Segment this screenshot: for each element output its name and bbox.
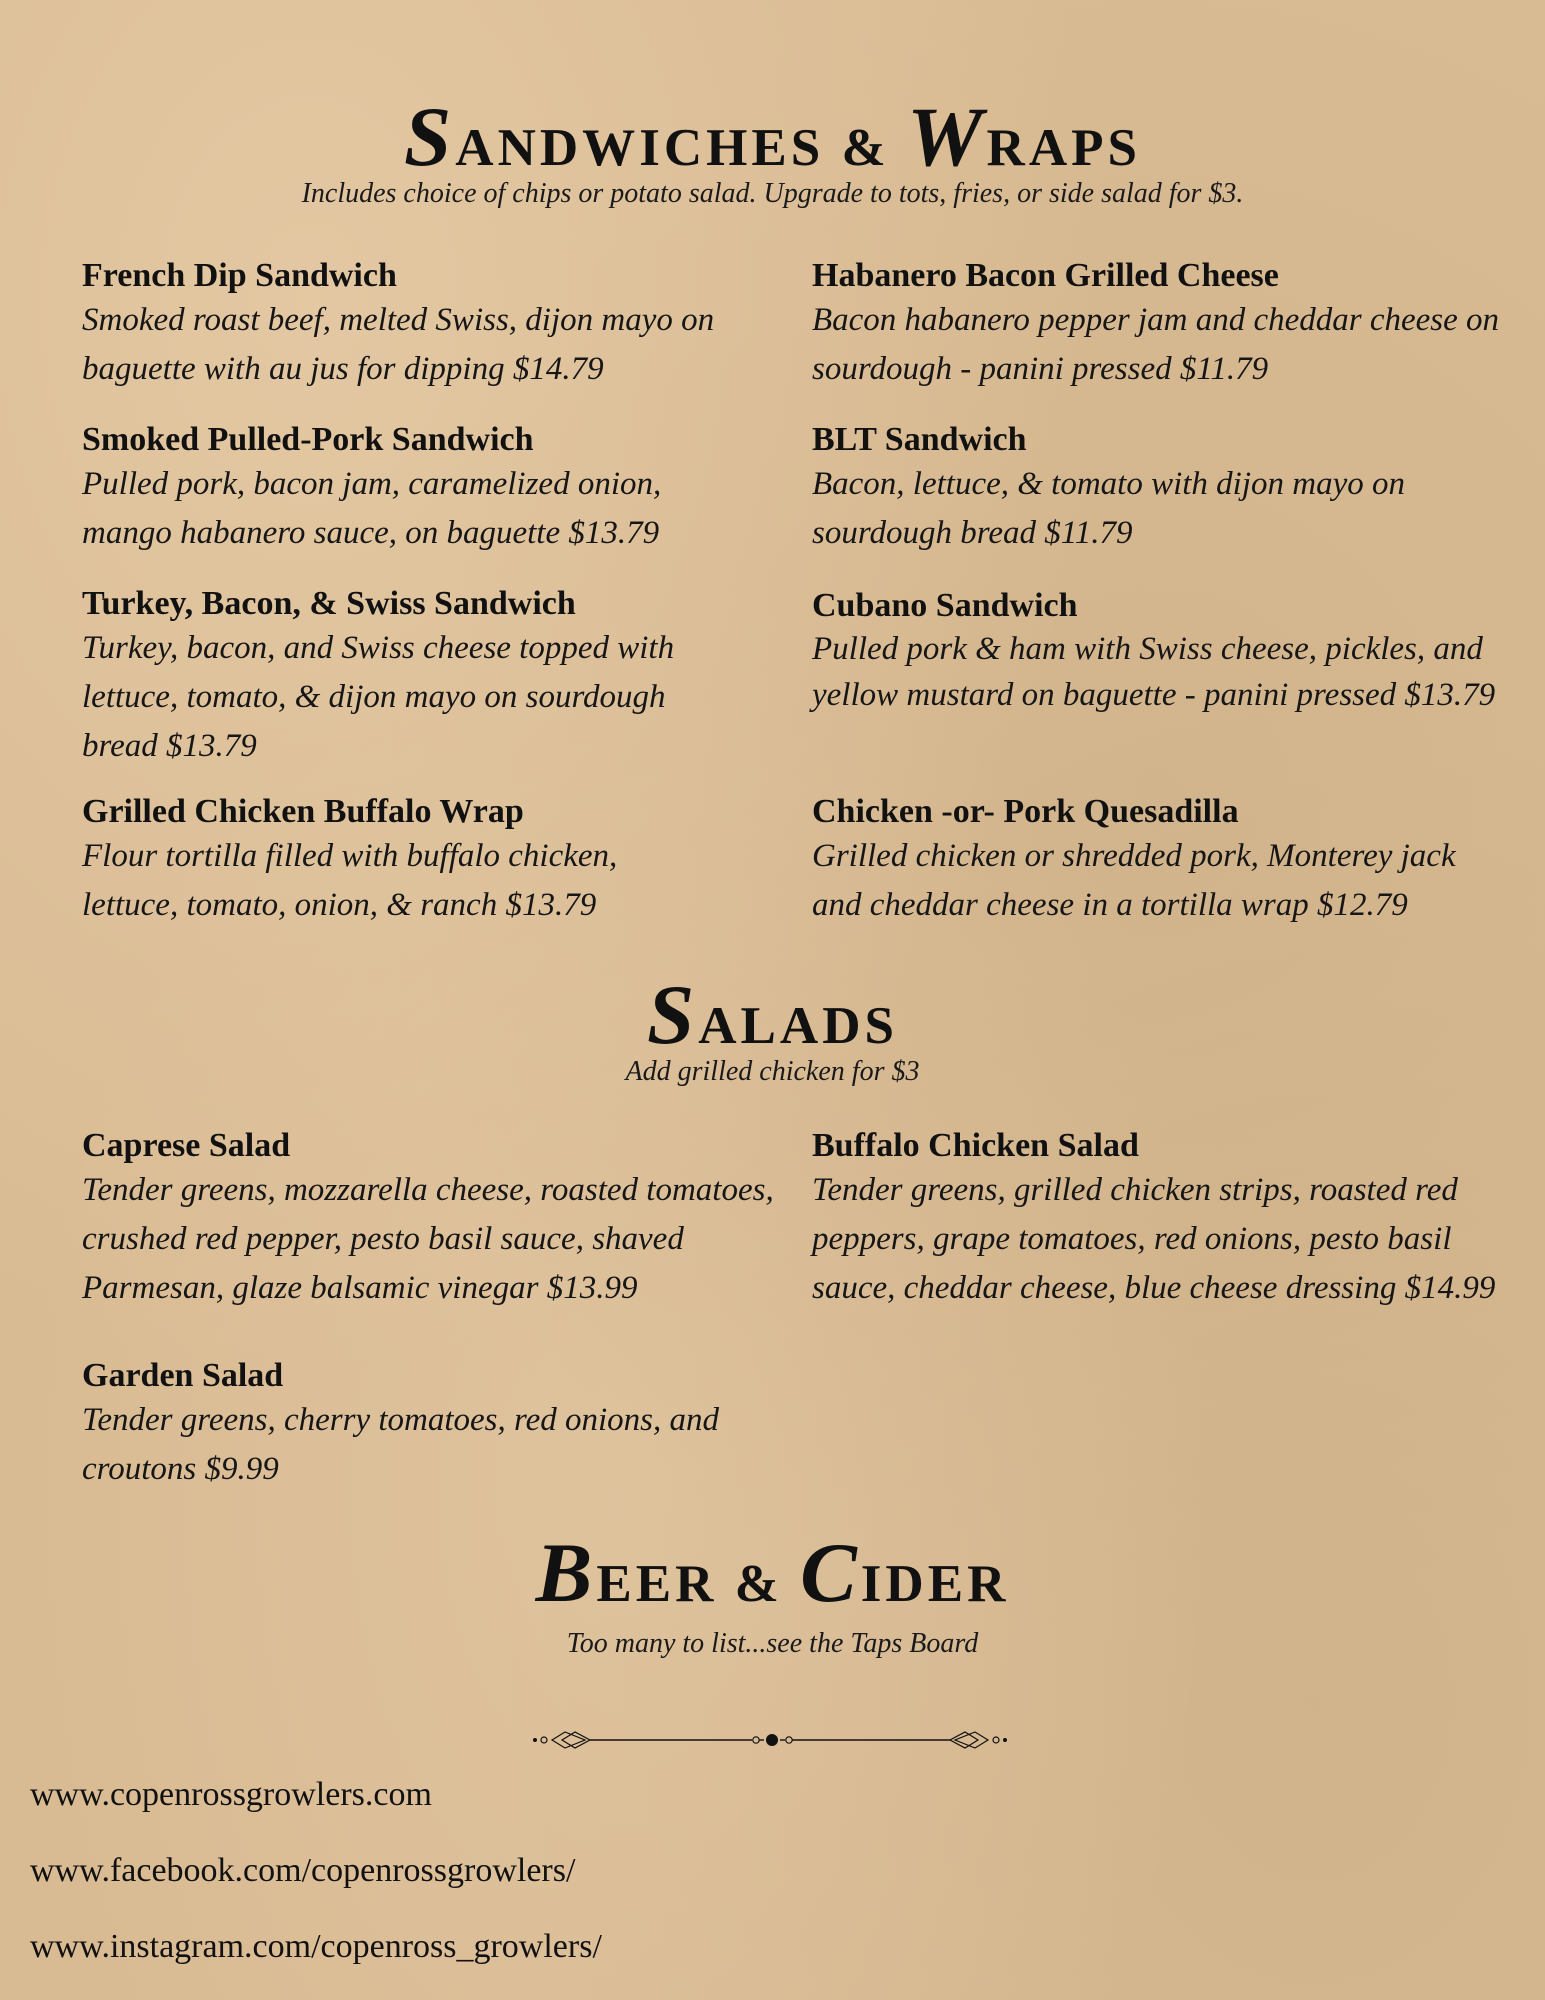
menu-item	[812, 792, 1512, 930]
item-description: Smoked roast beef, melted Swiss, dijon mayo on baguette with au jus for dipping $14.79	[82, 302, 715, 387]
item-description: Tender greens, mozzarella cheese, roasted tomatoes, crushed red pepper, pesto basil sauce, shaved Parmesan, glaze balsamic vinegar $13.99	[82, 1172, 774, 1306]
menu-item	[812, 1126, 1512, 1313]
heading-text: EER &	[596, 1555, 801, 1613]
item-description: Flour tortilla filled with buffalo chicken, lettuce, tomato, onion, & ranch $13.79	[82, 838, 618, 923]
salads-heading	[0, 966, 1545, 1064]
instagram-link[interactable]: www.instagram.com/copenross_growlers/	[30, 1928, 602, 1965]
item-description: Turkey, bacon, and Swiss cheese topped with lettuce, tomato, & dijon mayo on sourdough bread $13.79	[82, 630, 675, 764]
item-description: Tender greens, grilled chicken strips, roasted red peppers, grape tomatoes, red onions, pesto basil sauce, cheddar cheese, blue cheese dressing $14.99	[812, 1172, 1496, 1306]
item-name: Turkey, Bacon, & Swiss Sandwich	[82, 585, 576, 622]
salads-note: Add grilled chicken for $3	[625, 1056, 920, 1087]
item-description: Bacon habanero pepper jam and cheddar cheese on sourdough - panini pressed $11.79	[812, 302, 1500, 387]
item-name: Chicken -or- Pork Quesadilla	[812, 793, 1239, 830]
item-description: Tender greens, cherry tomatoes, red onions, and croutons $9.99	[82, 1402, 720, 1487]
menu-item	[82, 584, 782, 771]
ornamental-divider-icon	[530, 1725, 1010, 1755]
heading-text: RAPS	[986, 119, 1142, 177]
menu-item	[812, 420, 1512, 558]
beer-note: Too many to list...see the Taps Board	[566, 1628, 979, 1659]
heading-initial: W	[906, 90, 987, 184]
item-name: Garden Salad	[82, 1357, 284, 1394]
sandwiches-wraps-heading	[0, 88, 1545, 186]
menu-item	[812, 256, 1512, 394]
item-name: Buffalo Chicken Salad	[812, 1127, 1139, 1164]
item-name: French Dip Sandwich	[82, 257, 397, 294]
item-name: Cubano Sandwich	[812, 587, 1078, 624]
item-name: BLT Sandwich	[812, 421, 1027, 458]
menu-item	[82, 1126, 782, 1313]
item-name: Smoked Pulled-Pork Sandwich	[82, 421, 534, 458]
item-name: Grilled Chicken Buffalo Wrap	[82, 793, 524, 830]
beer-cider-heading	[0, 1524, 1545, 1622]
menu-item	[82, 256, 782, 394]
heading-initial: B	[535, 1526, 597, 1620]
menu-item	[82, 792, 782, 930]
sandwiches-note: Includes choice of chips or potato salad. Upgrade to tots, fries, or side salad for $3.	[301, 178, 1244, 209]
item-description: Pulled pork, bacon jam, caramelized onion, mango habanero sauce, on baguette $13.79	[82, 466, 662, 551]
menu-item	[82, 1356, 782, 1494]
heading-initial: C	[800, 1526, 861, 1620]
menu-item	[812, 586, 1512, 718]
item-name: Caprese Salad	[82, 1127, 291, 1164]
item-name: Habanero Bacon Grilled Cheese	[812, 257, 1279, 294]
item-description: Pulled pork & ham with Swiss cheese, pickles, and yellow mustard on baguette - panini pressed $13.79	[812, 631, 1496, 713]
item-description: Bacon, lettuce, & tomato with dijon mayo on sourdough bread $11.79	[812, 466, 1406, 551]
heading-text: ANDWICHES &	[455, 119, 907, 177]
heading-initial: S	[403, 90, 456, 184]
website-link[interactable]: www.copenrossgrowlers.com	[30, 1776, 432, 1813]
item-description: Grilled chicken or shredded pork, Monterey jack and cheddar cheese in a tortilla wrap $12.79	[812, 838, 1456, 923]
heading-text: ALADS	[698, 997, 899, 1055]
facebook-link[interactable]: www.facebook.com/copenrossgrowlers/	[30, 1852, 576, 1889]
heading-initial: S	[646, 968, 699, 1062]
menu-item	[82, 420, 782, 558]
heading-text: IDER	[860, 1555, 1010, 1613]
